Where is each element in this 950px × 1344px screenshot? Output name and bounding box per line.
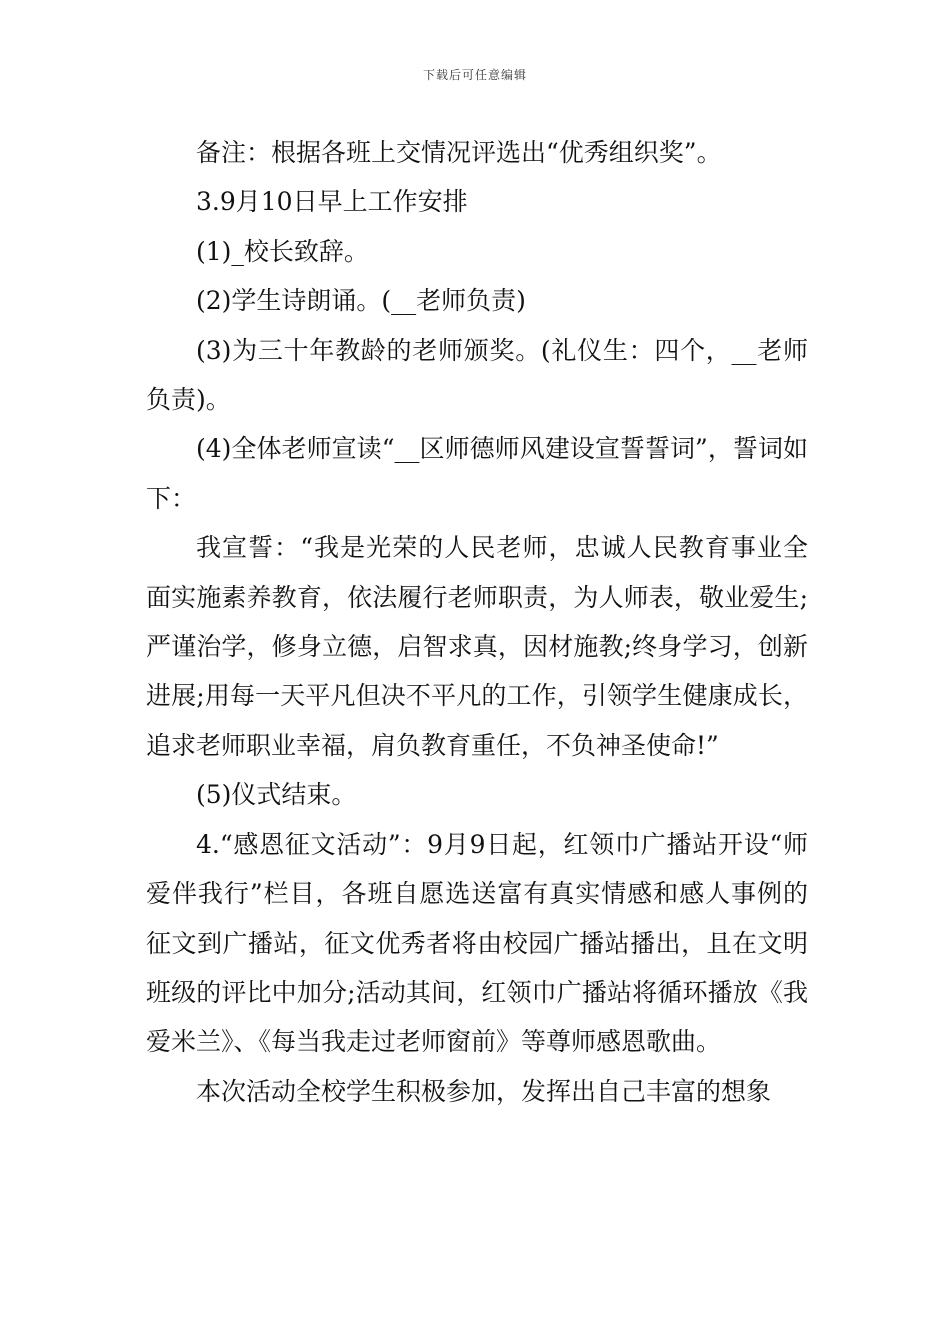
list-item: (2)学生诗朗诵。(__老师负责)	[196, 286, 526, 316]
list-item: (1)_校长致辞。	[196, 236, 369, 266]
list-item: (4)全体老师宣读“__区师德师风建设宣誓誓词”，誓词如下：	[146, 434, 808, 513]
note-paragraph: 备注：根据各班上交情况评选出“优秀组织奖”。	[196, 138, 722, 167]
page-header: 下载后可任意编辑	[422, 68, 527, 82]
section-heading-schedule: 3.9月10日早上工作安排	[196, 187, 468, 217]
oath-paragraph: 我宣誓：“我是光荣的人民老师，忠诚人民教育事业全面实施素养教育，依法履行老师职责，为人师表，敬业爱生;严谨治学，修身立德，启智求真，因材施教;终身学习，创新进展;用每一天平凡但决不平凡的工作，引领学生健康成长，追求老师职业幸福，肩负教育重任，不负神圣使命!”	[146, 533, 808, 760]
essay-activity-paragraph: 4.“感恩征文活动”：9月9日起，红领巾广播站开设“师爱伴我行”栏目，各班自愿选送富有真实情感和感人事例的征文到广播站，征文优秀者将由校园广播站播出，且在文明班级的评比中加分;活动其间，红领巾广播站将循环播放《我爱米兰》、《每当我走过老师窗前》等尊师感恩歌曲。	[146, 829, 808, 1057]
closing-paragraph: 本次活动全校学生积极参加，发挥出自己丰富的想象	[196, 1076, 772, 1106]
list-item: (5)仪式结束。	[196, 780, 357, 810]
document-body	[146, 128, 808, 1116]
list-item: (3)为三十年教龄的老师颁奖。(礼仪生：四个，__老师负责)。	[146, 335, 808, 415]
